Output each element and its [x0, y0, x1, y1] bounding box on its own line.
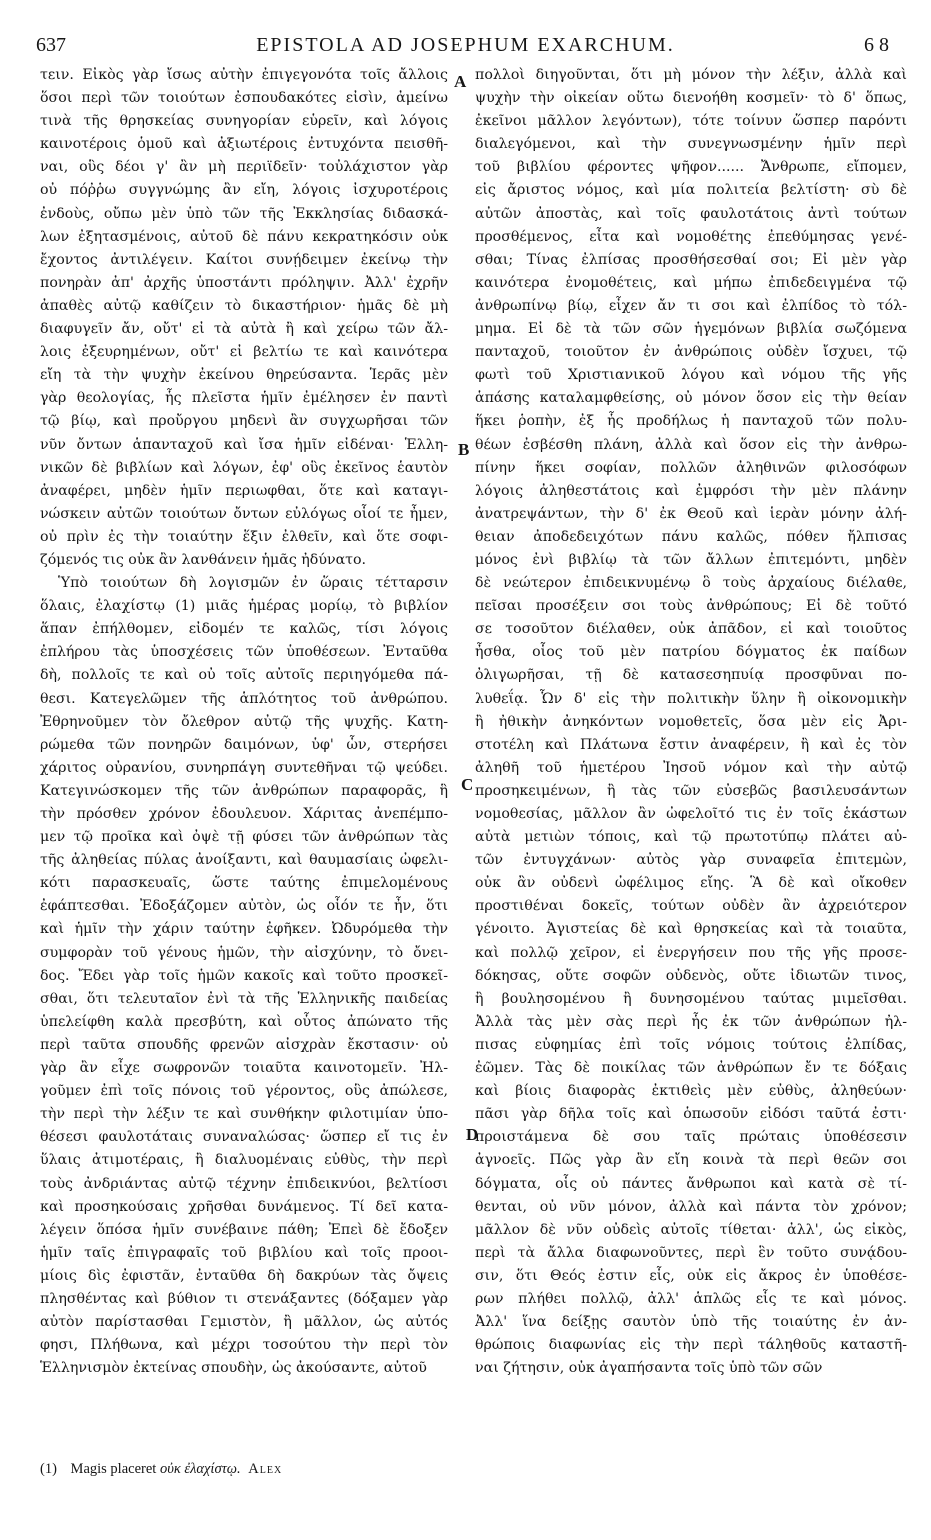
text-line: κότι παρασκευαῖς, ὥστε ταύτης ἐπιμελομένους [40, 875, 448, 892]
footnote [40, 1461, 282, 1478]
margin-marker-d: D [466, 1125, 479, 1144]
text-line: φωτὶ τοῦ Χριστιανικοῦ λόγου καὶ νόμου τῆς γῆς [475, 367, 907, 384]
footnote-latin: Magis placeret [70, 1461, 157, 1477]
text-line: διαλεγόμενοι, καὶ τὴν συνεγνωσμένην ἡμῖν περὶ [475, 136, 907, 153]
text-line: λυθεΐᾳ. Ὧν δ' εἰς τὴν πολιτικὴν ὕλην ἢ οἰκονομικὴν [475, 690, 907, 707]
text-line: τοὺς ἀνδριάντας αὐτῷ τέχνην ἐπιδεικνύοι, βελτίοσι [40, 1175, 448, 1192]
text-line: θρώποις διαφωνίας εἰς τὴν περὶ τάληθοῦς καταστῆ- [475, 1337, 907, 1354]
text-line: καινοτέροις ὁμοῦ καὶ ἀξιωτέροις ἐντυχόντα πεισθῆ- [40, 136, 448, 153]
text-line: σθαι; Τίνας ἐλπίσας προσθήσεσθαί σοι; Εἰ μὲν γὰρ [475, 251, 907, 268]
text-line: τῆς ἀληθείας πύλας ἀνοίξαντι, καὶ θαυμασίαις ὠφελι- [40, 852, 448, 869]
text-line: οὐ πρὶν ἐς τὴν τοιαύτην ἕξιν ἐλθεῖν, καὶ ὅτε σοφι- [40, 528, 448, 545]
text-line: ἢ βουλησομένου ἢ δυνησομένου ταύτας μιμεῖσθαι. [475, 990, 907, 1007]
text-line: ναι ζήτησιν, οὐκ ἀγαπήσαντα τοῖς ὑπὸ τῶν σῶν [475, 1360, 823, 1377]
text-line: ψυχὴν τὴν οἰκείαν οὕτω διενοήθη κοσμεῖν· τὸ δ' ὅπως, [475, 90, 907, 107]
text-line: ἡμῖν ταῖς ἐπιγραφαῖς τοῦ βιβλίου καὶ τοῖς προοι- [40, 1244, 448, 1261]
text-line: θενται, οὐ νῦν μόνον, ἀλλὰ καὶ πάντα τὸν χρόνον; [475, 1198, 907, 1215]
text-line: προσηκειμένων, ἢ τὰς τῶν εὐσεβῶς βασιλευσάντων [475, 782, 907, 799]
text-line: λοις ἐξευρημένων, οὔτ' εἰ βελτίω τε καὶ καινότερα [40, 344, 448, 361]
text-line: ἢ ἠθικὴν ἀνηκόντων νομοθετεῖς, ὅσα μὲν εἰς Ἀρι- [475, 713, 907, 730]
text-line: τινὰ τῆς θρησκείας συνηγορίαν εὑρεῖν, καὶ λόγοις [40, 113, 448, 130]
text-line: αὐτὰ μετιὼν τόποις, καὶ τῷ πρωτοτύπῳ πλάτει αὐ- [475, 829, 907, 846]
text-line: μίοις δὶς ἐφιστᾶν, ἐνταῦθα δὴ δακρύων τὰς ὄψεις [40, 1267, 448, 1284]
text-line: μεν τῷ προῖκα καὶ ὀψὲ τῇ φύσει τῶν ἀνθρώπων τὰς [40, 829, 448, 846]
text-line: νομοθεσίας, μᾶλλον ἂν ὠφελοῖτό τις ἐν τοῖς ἑκάστων [475, 806, 907, 822]
text-line: καὶ πολλῷ χεῖρον, εἰ ἐνεργήσειν που τῆς γῆς προσε- [475, 944, 907, 961]
text-line: διαφυγεῖν ἄν, οὔτ' εἰ τὰ αὐτὰ ἢ καὶ χείρω τῶν ἄλ- [40, 321, 448, 338]
text-line: πισας εὐφημίας ἐπὶ τοῖς νόμοις τούτοις ἐλπίδας, [475, 1036, 907, 1053]
text-line: τὴν περὶ τὴν λέξιν τε καὶ συνθήκην φιλοτιμίαν ὑπο- [40, 1106, 448, 1123]
text-line: δὲ νεώτερον ἐπιδεικνυμένῳ ὃ τοὺς ἀρχαίους διέλαθε, [475, 575, 907, 592]
text-line: μόνος ἐνὶ βιβλίῳ τὰ τῶν ἄλλων ἐπιτεμόντι, μηδὲν [475, 551, 907, 568]
text-line: Ἀλλ' ἵνα δείξῃς σαυτὸν ὑπὸ τῆς τοιαύτης ἐν ἀν- [475, 1314, 907, 1331]
left-text-column [40, 64, 448, 1380]
text-line: προστιθέναι δοκεῖς, τούτων οὐδὲν ἂν ἀχρειότερον [475, 898, 907, 915]
text-line: τὴν πρόσθεν χρόνον ἐδουλευον. Χάριτας ἀνεπέμπο- [40, 806, 448, 822]
text-line: ρώμεθα τῶν πονηρῶν δαιμόνων, ὑφ' ὧν, στερήσει [40, 736, 448, 753]
text-line: ἐῶμεν. Τὰς δὲ ποικίλας τῶν ἀνθρώπων ἔν τε δόξαις [475, 1060, 907, 1077]
text-line: θέσεσι φαυλοτάταις συναναλώσας· ὥσπερ εἴ τις ἐν [40, 1129, 448, 1146]
text-line: νώσκειν αὐτῶν τοιούτων ὄντων εὐλόγως οἷοί τε ἦμεν, [40, 505, 448, 522]
text-line: δος. Ἔδει γὰρ τοῖς ἡμῶν κακοῖς καὶ τοῦτο προσκεῖ- [40, 967, 448, 984]
text-line: σθαι, ὅτι τελευταῖον ἐνὶ τὰ τῆς Ἑλληνικῆς παιδείας [40, 990, 448, 1007]
text-line: καινότερα ἐνομοθέτεις, καὶ μήπω ἐπιδεδειγμένα τῷ [475, 274, 907, 291]
text-line: χάριτος οὐρανίου, συνηρπάγη συντεθῆναι τῷ ψεύδει. [40, 759, 448, 776]
text-line: θέων ἐσβέσθη πλάνη, ἀλλὰ καὶ ὅσον εἰς τὴν ἀνθρω- [475, 436, 907, 453]
text-line: γένοιτο. Ἀγιστείας δὲ καὶ θρησκείας καὶ τὰ τοιαῦτα, [475, 921, 907, 938]
text-line: φησι, Πλήθωνα, καὶ μέχρι τοσούτου τὴν περὶ τὸν [40, 1337, 448, 1354]
text-line: προιστάμενα δὲ σου ταῖς πρώταις ὑποθέσεσιν [475, 1129, 907, 1146]
text-line: τῷ βίῳ, καὶ προὔργου μηδενὶ ἂν συγχωρῆσαι τῶν [40, 413, 448, 430]
text-line: καὶ βίοις διαφορὰς ἐκτιθεὶς μὲν εὐθὺς, ἀληθεύων· [475, 1083, 907, 1100]
text-line: πολλοὶ διηγοῦνται, ὅτι μὴ μόνον τὴν λέξιν, ἀλλὰ καὶ [475, 67, 907, 83]
text-line: ἥκει ῥοπὴν, ἐξ ἧς προδήλως ἡ πανταχοῦ τῶν πολυ- [475, 413, 907, 430]
text-line: γοῦμεν ἐπὶ τοῖς πόνοις τοῦ γέροντος, οὓς ἀπώλεσε, [40, 1083, 448, 1100]
footnote-greek: οὐκ ἐλαχίστῳ. [159, 1461, 241, 1477]
margin-marker-a: A [454, 72, 467, 91]
text-line: ἀνατρεψάντων, τὴν δ' ἐκ Θεοῦ καὶ ἱερὰν μόνην ἀλή- [475, 505, 907, 522]
text-line: μᾶλλον δὲ νῦν οὐδεὶς αὐτοῖς τίθεται· ἀλλ', ὡς εἰκὸς, [475, 1221, 907, 1238]
text-line: ἐνδοὺς, οὔπω μὲν ὑπὸ τῶν τῆς Ἐκκλησίας διδασκά- [40, 205, 448, 222]
text-line: τῶν ἐντυγχάνων· αὐτὸς γὰρ συναφεῖα ἐπιτεμὼν, [475, 852, 907, 869]
text-line: δόκησας, οὔτε σοφῶν οὐδενὸς, οὔτε ἰδιωτῶν τινος, [475, 967, 907, 984]
text-line: ἐφάπτεσθαι. Ἐδοξάζομεν αὐτὸν, ὡς οἷόν τε ἦν, ὅτι [40, 898, 448, 915]
text-line: πανταχοῦ, τοιοῦτον ἐν ἀνθρώποις οὐδὲν ἴσχυει, τῷ [475, 344, 907, 361]
text-line: εἴη τὰ τὴν ψυχὴν ἐκείνου θηρεύσαντα. Ἱερᾶς μὲν [40, 367, 448, 384]
text-line: καὶ προσηκούσαις χρῆσθαι δυνάμενος. Τί δεῖ κατα- [40, 1198, 448, 1215]
text-line: ὅλαις, ἐλαχίστῳ (1) μιᾶς ἡμέρας μορίῳ, τὸ βιβλίον [40, 598, 448, 615]
text-line: ἀληθῆ τοῦ ἡμετέρου Ἰησοῦ νόμον καὶ τὴν αὐτῷ [475, 759, 907, 776]
text-line: Ἑλληνισμὸν ἐκτείνας σπουδὴν, ὡς ἀκούσαντε, αὐτοῦ [40, 1360, 427, 1377]
text-line: ἐκεῖνοι μᾶλλον λεγόντων), τότε τοίνυν ὥσπερ παρόντι [475, 113, 907, 130]
text-line: ἁπάσης καταλαμφθείσης, οὐ μόνον ὅσον εἰς τὴν θείαν [475, 390, 907, 407]
text-line: θειαν ἀποδεδειχότων πάνυ καλῶς, πόθεν ἤλπισας [475, 528, 907, 545]
text-line: ἀπαθὲς αὐτῷ καθίζειν τὸ δικαστήριον· ἡμᾶς δὲ μὴ [40, 297, 448, 314]
margin-marker-c: C [461, 775, 474, 794]
text-line: σιν, ὅτι Θεός ἐστιν εἷς, οὐκ εἰς ἄκρος ἐν ὑποθέσε- [475, 1267, 907, 1284]
text-line: ὑπελείφθη καλὰ πρεσβύτη, καὶ οὗτος ἀπώνατο τῆς [40, 1013, 448, 1030]
text-line: προσθέμενος, εἶτα καὶ νομοθέτης ἐπεθύμησας γενέ- [475, 228, 907, 245]
text-line: στοτέλη καὶ Πλάτωνα ἔστιν ἀναφέρειν, ἢ καὶ ἐς τὸν [475, 736, 907, 753]
text-line: συμφορὰν τοῦ γένους ἡμῶν, τὴν αἰσχύνην, τὸ ὄνει- [40, 944, 448, 961]
text-line: ὅσοι περὶ τῶν τοιούτων ἐσπουδακότες εἰσὶν, ἀμείνω [40, 90, 448, 107]
text-line: πᾶσι γὰρ δῆλα τοῖς καὶ ὁπωσοῦν εἰδόσι ταῦτά ἐστι· [475, 1106, 907, 1123]
text-line: πλησθέντας καὶ βύθιον τι στενάξαντες (δόξαμεν γὰρ [40, 1290, 448, 1307]
text-line: καὶ ἡμῖν τὴν χάριν ταύτην ἐφῆκεν. Ὠδυρόμεθα τὴν [40, 921, 448, 938]
text-line: θεσι. Κατεγελῶμεν τῆς ἁπλότητος τοῦ ἀνθρώπου. [40, 690, 448, 707]
text-line: οὐκ ἂν οὐδενὶ ὠφέλιμος εἴης. Ἃ δὲ καὶ οἴκοθεν [475, 875, 907, 892]
text-line: ὕλαις ἀτιμοτέραις, ἢ διαλυομέναις εὐθὺς, τὴν περὶ [40, 1152, 448, 1169]
text-line: ἅπαν ἐπήλθομεν, εἰδομέν τε καλῶς, τίσι λόγοις [40, 621, 448, 638]
text-line: ρων πλήθει πολλῷ, ἀλλ' ἁπλῶς εἷς τε καὶ μόνος. [475, 1290, 907, 1307]
text-line: γὰρ ἂν εἶχε σωφρονῶν τοιαῦτα καινοτομεῖν. Ἠλ- [40, 1060, 448, 1077]
text-line: πίνην ἥκει σοφίαν, πολλῶν ἀληθινῶν φιλοσόφων [475, 459, 907, 476]
text-line: πεῖσαι προσέξειν σοι τοὺς ἀνθρώπους; Εἰ δὲ τοῦτό [475, 598, 907, 615]
text-line: Ἐθρηνοῦμεν τὸν ὄλεθρον αὐτῷ τῆς ψυχῆς. Κατη- [40, 713, 448, 730]
text-line: ἦσθα, οἷος τοῦ μὲν πατρίου δόγματος ἐκ παίδων [475, 644, 907, 661]
text-line: λων ἐξητασμένοις, αὐτοῦ δὲ πάνυ κεκρατηκόσιν οὐκ [40, 228, 448, 245]
page-number-right: 6 8 [864, 34, 889, 56]
text-line: δόγματα, οἷς οὐ πάντες ἄνθρωποι καὶ κατὰ σὲ τί- [475, 1175, 907, 1192]
text-line: λέγειν ὅπόσα ἡμῖν συνέβαινε πάθη; Ἐπεὶ δὲ ἔδοξεν [40, 1221, 448, 1238]
footnote-author: Alex [248, 1461, 283, 1477]
text-line: Ὑπὸ τοιούτων δὴ λογισμῶν ἐν ὥραις τέτταρσιν [58, 575, 448, 592]
text-line: ὀλιγωρῆσαι, τῇ δὲ κατασεσηπυίᾳ προσφῦναι πο- [475, 667, 907, 684]
text-line: ἔχοντος ἀντιλέγειν. Καίτοι συνῄδειμεν ἐκείνῳ τὴν [40, 251, 448, 268]
text-line: τειν. Εἰκὸς γὰρ ἴσως αὐτὴν ἐπιγεγονότα τοῖς ἄλλοις [40, 67, 448, 83]
text-line: αὐτῶν ἀποστὰς, καὶ τοῖς φαυλοτάτοις ἀντὶ τούτων [475, 205, 907, 222]
text-line: ἀναφέρει, μηδὲν ἡμῖν περιωφθαι, ὅτε καὶ καταγι- [40, 482, 448, 499]
text-line: οὐ πόῤῥω συγγνώμης ἂν εἴη, λόγοις ἰσχυροτέροις [40, 182, 448, 199]
running-header [0, 30, 931, 60]
text-line: περὶ τὰ ἄλλα διαφωνοῦντες, περὶ ἓν τοῦτο συνᾴδου- [475, 1244, 907, 1261]
text-line: νικῶν δὲ βιβλίων καὶ λόγων, ἐφ' οὓς ἐκεῖνος ἑαυτὸν [40, 459, 448, 476]
right-text-column [475, 64, 907, 1380]
text-line: ναι, οὓς δέοι γ' ἂν μὴ περιϊδεῖν· τοὐλάχιστον γὰρ [40, 159, 448, 176]
text-line: ἀνθρωπίνῳ βίῳ, εἶχεν ἄν τι σοι καὶ ἐλπίδος τὸ τόλ- [475, 297, 907, 314]
text-line: μημα. Εἰ δὲ τὰ τῶν σῶν ἡγεμόνων βιβλία σωζόμενα [475, 321, 907, 338]
text-line: λόγοις ἀληθεστάτοις καὶ ἐμφρόσι τὴν μὲν πλάνην [475, 482, 907, 499]
text-line: δὴ, πολλοῖς τε καὶ οὐ τοῖς αὐτοῖς περιηγόμεθα πά- [40, 667, 448, 684]
page-number-left: 637 [36, 34, 66, 56]
text-line: νῦν ὄντων ἁπανταχοῦ καὶ ἴσα ἡμῖν εἰδέναι· Ἑλλη- [40, 436, 448, 453]
text-line: εἰς ἄριστος νόμος, καὶ μία πολιτεία βελτίστη· σὺ δὲ [475, 182, 907, 199]
text-line: αὐτὸν παρίστασθαι Γεμιστὸν, ἢ μᾶλλον, ὡς αὐτός [40, 1314, 448, 1331]
text-line: γὰρ θεολογίας, ἧς πλεῖστα ἡμῖν ἐμέλησεν ἐν παντὶ [40, 390, 448, 407]
text-line: Ἀλλὰ τὰς μὲν σὰς περὶ ἧς ἐκ τῶν ἀνθρώπων ἠλ- [475, 1013, 907, 1030]
text-line: Κατεγινώσκομεν τῆς τῶν ἀνθρώπων παραφορᾶς, ἣ [40, 782, 448, 799]
text-line: περὶ ταῦτα σπουδῆς φρενῶν αἰσχρὰν ἔκστασιν· οὐ [40, 1036, 448, 1053]
text-line: τοῦ βιβλίου φέροντες ψῆφον...... Ἄνθρωπε, εἴπομεν, [475, 159, 907, 176]
text-line: πονηρὰν ἀπ' ἀρχῆς ὑποστάντι πρόληψιν. Ἀλλ' ἐχρῆν [40, 274, 448, 291]
footnote-mark: (1) [40, 1461, 57, 1477]
text-line: ἀγνοεῖς. Πῶς γὰρ ἂν εἴη κοινὰ τὰ περὶ θεῶν σοι [475, 1152, 907, 1169]
text-line: σε τοσοῦτον διέλαθεν, οὐκ ἀπᾶδον, εἰ καὶ τοιοῦτος [475, 621, 907, 638]
text-line: ἐπλήρου τὰς ὑποσχέσεις τῶν ὑποθέσεων. Ἐνταῦθα [40, 644, 448, 661]
margin-marker-b: B [458, 440, 470, 459]
running-title: EPISTOLA AD JOSEPHUM EXARCHUM. [256, 34, 675, 56]
text-line: ζόμενός τις οὐκ ἂν λανθάνειν ἡμᾶς ἠδύνατο. [40, 551, 367, 568]
